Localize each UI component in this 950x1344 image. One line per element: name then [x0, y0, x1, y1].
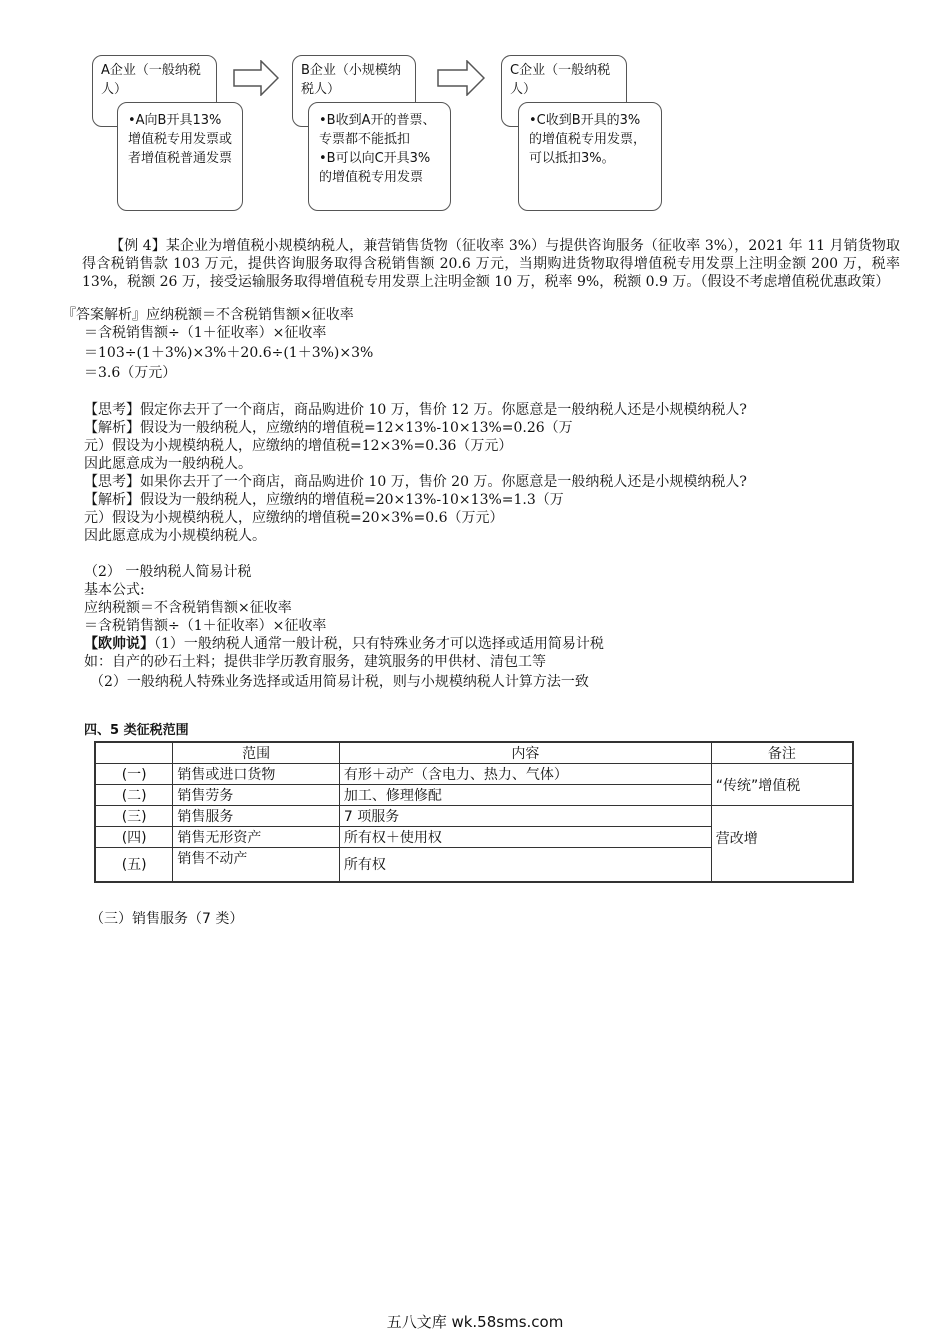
table-row [95, 764, 853, 785]
row-scope: 销售不动产 [173, 848, 340, 882]
company-b-label: B企业（小规模纳税人） [301, 63, 401, 97]
table-header-cell: 范围 [173, 742, 340, 764]
row-number: (二) [95, 785, 173, 806]
scope-heading: 四、5 类征税范围 [84, 723, 189, 738]
ou-note-line-2: 如：自产的砂石土料；提供非学历教育服务，建筑服务的甲供材、清包工等 [84, 654, 546, 670]
example-4-text: 【例 4】某企业为增值税小规模纳税人，兼营销售货物（征收率 3%）与提供咨询服务（征收率 3%），2021 年 11 月销货物取得含税销售款 103 万元，提供咨询服务取得含税销售额 20.6 万元，当期购进货物取得增值税专用发票上注明金额 200 万，税率 13%，税额 26 万，接受运输服务取得增值税专用发票上注明金额 10 万，税率 9%，税额 0.9 万。（假设不考虑增值税优惠政策） [82, 238, 900, 290]
think-answer-2-line-3: 因此愿意成为小规模纳税人。 [84, 528, 266, 544]
footer-watermark: 五八文库 wk.58sms.com [386, 1313, 564, 1331]
scope-table [94, 741, 854, 883]
note-reform: 营改增 [711, 806, 853, 882]
answer-line-4: ＝3.6（万元） [84, 365, 177, 381]
table-row [95, 806, 853, 827]
arrow-right-icon [437, 60, 485, 96]
think-question-2: 【思考】如果你去开了一个商店，商品购进价 10 万，售价 20 万。你愿意是一般纳税人还是小规模纳税人? [84, 474, 747, 490]
formula-label: 基本公式: [84, 582, 145, 598]
table-header-cell: 备注 [711, 742, 853, 764]
note-traditional: “传统”增值税 [711, 764, 853, 806]
think-answer-1-line-1: 【解析】假设为一般纳税人，应缴纳的增值税=12×13%-10×13%=0.26（万 [84, 420, 573, 436]
company-b-note-box [308, 102, 451, 211]
company-c-note: •C收到B开具的3%的增值税专用发票，可以抵扣3%。 [529, 113, 647, 166]
arrow-right-icon [233, 60, 279, 96]
row-scope: 销售或进口货物 [173, 764, 340, 785]
ou-note-line-1 [84, 635, 604, 653]
services-heading: （三）销售服务（7 类） [90, 911, 244, 927]
answer-line-3: ＝103÷(1＋3%)×3%＋20.6÷(1＋3%)×3% [84, 345, 374, 361]
row-number: (一) [95, 764, 173, 785]
think-question-1: 【思考】假定你去开了一个商店，商品购进价 10 万，售价 12 万。你愿意是一般纳税人还是小规模纳税人? [84, 402, 747, 418]
think-answer-2-line-2: 元）假设为小规模纳税人，应缴纳的增值税=20×3%=0.6（万元） [84, 510, 504, 526]
row-content: 所有权 [339, 848, 711, 882]
row-scope: 销售无形资产 [173, 827, 340, 848]
ou-note-line-3: （2）一般纳税人特殊业务选择或适用简易计税，则与小规模纳税人计算方法一致 [90, 674, 589, 690]
think-answer-1-line-3: 因此愿意成为一般纳税人。 [84, 456, 252, 472]
company-a-note-box [117, 102, 243, 211]
think-answer-1-line-2: 元）假设为小规模纳税人，应缴纳的增值税=12×3%=0.36（万元） [84, 438, 513, 454]
company-a-note: •A向B开具13%增值税专用发票或者增值税普通发票 [128, 113, 233, 166]
table-header-cell: 内容 [339, 742, 711, 764]
row-scope: 销售劳务 [173, 785, 340, 806]
formula-line-1: 应纳税额＝不含税销售额×征收率 [84, 600, 292, 616]
formula-line-2: ＝含税销售额÷（1＋征收率）×征收率 [84, 618, 327, 634]
simple-tax-heading: （2） 一般纳税人简易计税 [84, 564, 252, 580]
row-content: 7 项服务 [339, 806, 711, 827]
row-number: (三) [95, 806, 173, 827]
answer-line-1: 『答案解析』应纳税额＝不含税销售额×征收率 [62, 307, 354, 323]
row-number: (四) [95, 827, 173, 848]
company-c-label: C企业（一般纳税人） [510, 63, 611, 97]
ou-label: 【欧帅说】 [84, 636, 154, 652]
row-number: (五) [95, 848, 173, 882]
row-scope: 销售服务 [173, 806, 340, 827]
answer-line-2: ＝含税销售额÷（1＋征收率）×征收率 [84, 325, 327, 341]
row-content: 所有权＋使用权 [339, 827, 711, 848]
think-answer-2-line-1: 【解析】假设为一般纳税人，应缴纳的增值税=20×13%-10×13%=1.3（万 [84, 492, 564, 508]
row-content: 有形＋动产（含电力、热力、气体） [339, 764, 711, 785]
ou-note-text-1: （1）一般纳税人通常一般计税，只有特殊业务才可以选择或适用简易计税 [154, 636, 604, 652]
table-header-cell [95, 742, 173, 764]
company-b-note-2: •B可以向C开具3%的增值税专用发票 [319, 151, 431, 185]
row-content: 加工、修理修配 [339, 785, 711, 806]
company-a-label: A企业（一般纳税人） [101, 63, 201, 97]
table-header-row [95, 742, 853, 764]
company-c-note-box [518, 102, 662, 211]
company-b-note-1: •B收到A开的普票、专票都不能抵扣 [319, 113, 436, 147]
